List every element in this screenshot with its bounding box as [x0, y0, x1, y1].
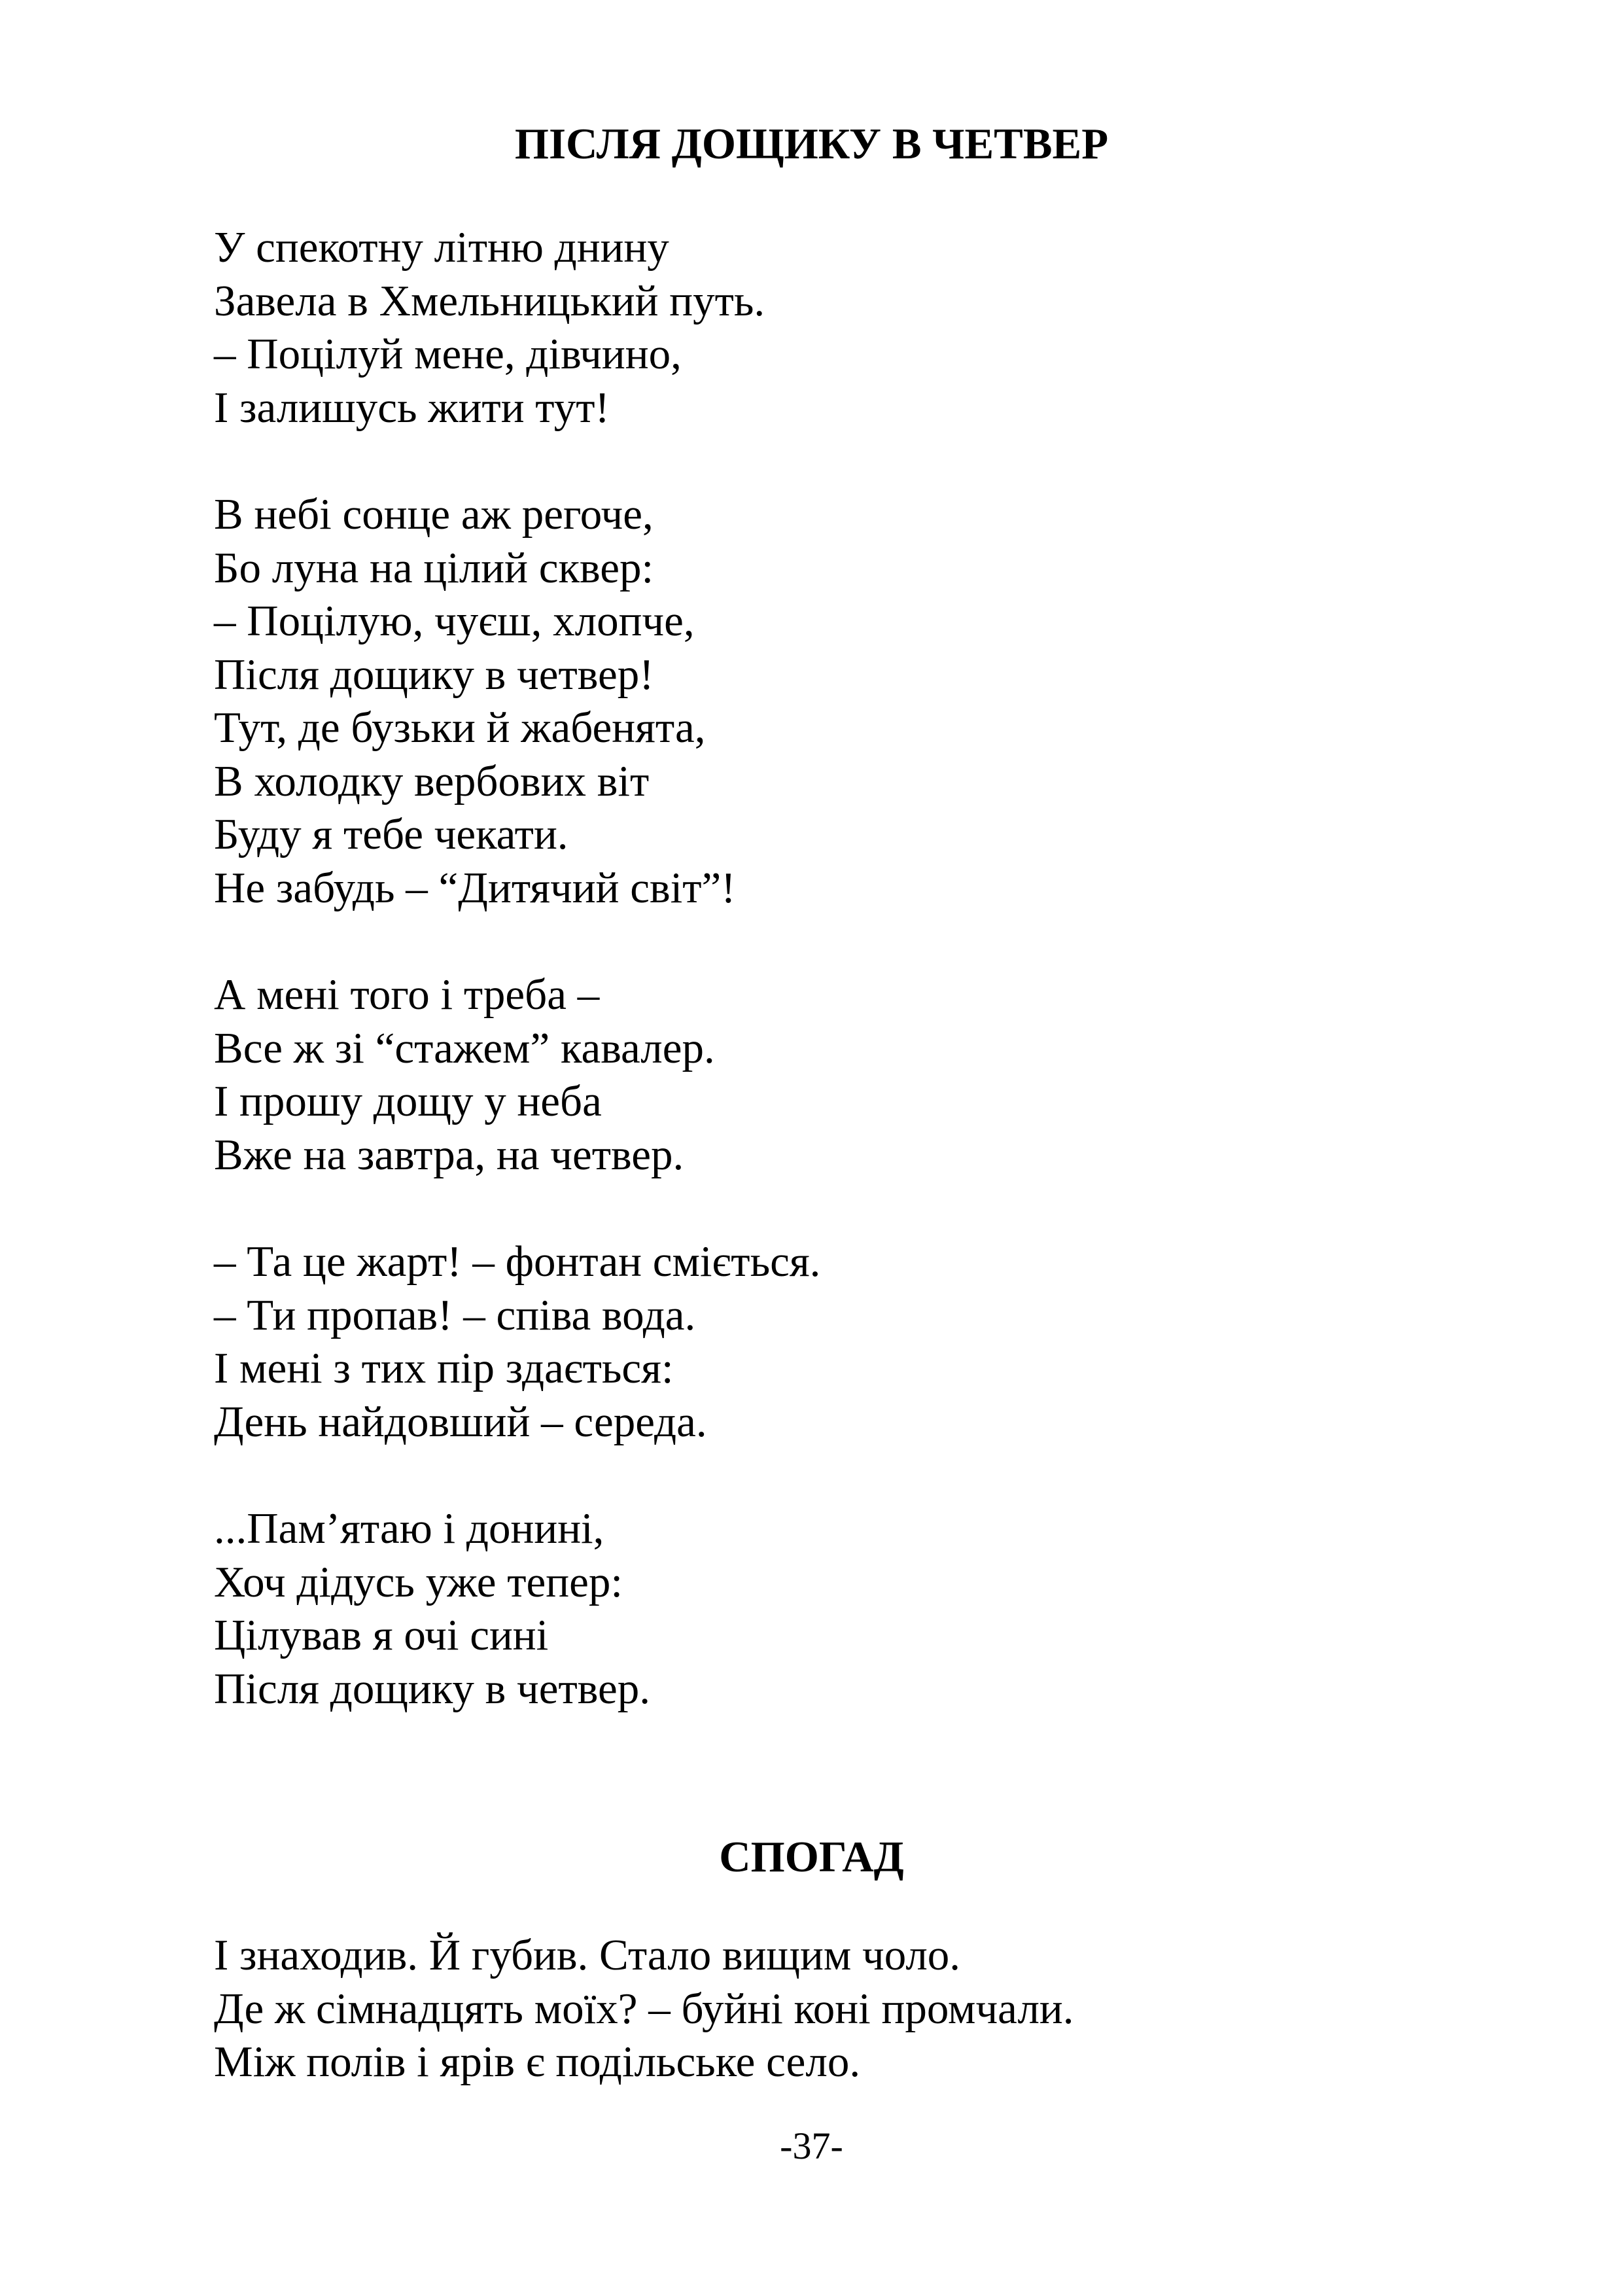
poem-line: І мені з тих пір здається:	[214, 1344, 674, 1392]
poem-line: ...Пам’ятаю і донині,	[214, 1504, 604, 1553]
stanza	[214, 968, 1522, 1182]
poem-line: Хоч дідусь уже тепер:	[214, 1557, 623, 1606]
poem-line: І знаходив. Й губив. Стало вищим чоло.	[214, 1931, 961, 1979]
stanza	[214, 1502, 1522, 1716]
poem-line: Завела в Хмельницький путь.	[214, 276, 765, 325]
stanza	[214, 488, 1522, 915]
poem-line: Тут, де бузьки й жабенята,	[214, 703, 706, 752]
poem-line: В холодку вербових віт	[214, 756, 650, 805]
poem-line: Де ж сімнадцять моїх? – буйні коні промчали.	[214, 1984, 1074, 2033]
poem-line: І прошу дощу у неба	[214, 1077, 602, 1125]
poem-line: У спекотну літню днину	[214, 223, 669, 272]
poem-title: СПОГАД	[719, 1833, 904, 1881]
poem-line: Все ж зі “стажем” кавалер.	[214, 1023, 715, 1072]
poem-line: А мені того і треба –	[214, 970, 600, 1019]
page-number: -37-	[780, 2125, 843, 2167]
poem-title: ПІСЛЯ ДОЩИКУ В ЧЕТВЕР	[514, 120, 1109, 168]
poem-line: Після дощику в четвер!	[214, 650, 654, 699]
poem-line: Бо луна на цілий сквер:	[214, 543, 654, 592]
poem-line: – Поцілуй мене, дівчино,	[214, 330, 682, 378]
poem-line: – Поцілую, чуєш, хлопче,	[214, 597, 695, 645]
stanza	[214, 221, 1522, 434]
poem-line: День найдовший – середа.	[214, 1397, 707, 1446]
poem-line: Буду я тебе чекати.	[214, 810, 568, 858]
poem-line: Не забудь – “Дитячий світ”!	[214, 863, 736, 912]
poem-line: Між полів і ярів є подільське село.	[214, 2038, 861, 2086]
stanza	[214, 1235, 1522, 1449]
poem-line: Вже на завтра, на четвер.	[214, 1130, 684, 1179]
poem-line: – Ти пропав! – співа вода.	[214, 1290, 696, 1339]
poem-line: Цілував я очі сині	[214, 1611, 549, 1659]
poem-line: В небі сонце аж регоче,	[214, 490, 654, 539]
poem-line: Після дощику в четвер.	[214, 1664, 650, 1713]
poem-line: І залишусь жити тут!	[214, 383, 610, 432]
stanza	[214, 1929, 1522, 2089]
poem-line: – Та це жарт! – фонтан сміється.	[214, 1237, 821, 1286]
